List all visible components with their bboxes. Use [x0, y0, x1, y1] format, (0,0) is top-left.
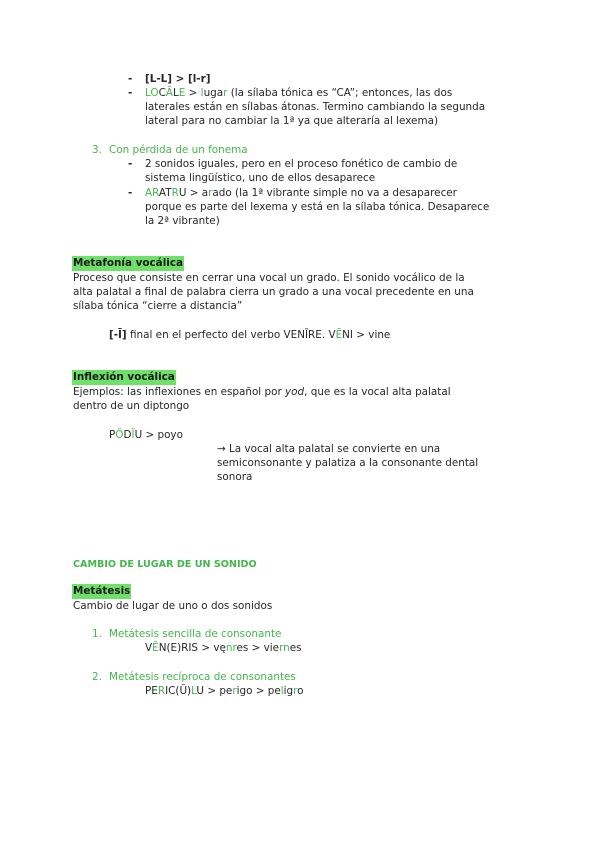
example-line: VĔN(E)RIS > vęnres > viernes: [145, 642, 302, 654]
paragraph-line: lateral para no cambiar la 1ª ya que alteraría al lexema): [145, 115, 438, 127]
paragraph-line: dentro de un diptongo: [73, 400, 190, 412]
paragraph-line: sílaba tónica “cierre a distancia”: [73, 300, 243, 312]
example-line: LOCĂLE > lugar (la sílaba tónica es “CA”; entonces, las dos: [145, 87, 453, 99]
example-line: PŎDĬU > poyo: [109, 429, 183, 441]
note-line: semiconsonante y palatiza a la consonante dental: [217, 457, 479, 469]
paragraph-line: Ejemplos: las inflexiones en español por yod, que es la vocal alta palatal: [73, 386, 451, 398]
example-line: ARATRU > arado (la 1ª vibrante simple no va a desaparecer: [145, 187, 457, 199]
paragraph-line: Cambio de lugar de uno o dos sonidos: [73, 600, 273, 612]
paragraph-line: porque es parte del lexema y está en la sílaba tónica. Desaparece: [145, 201, 490, 213]
section-heading: Metátesis: [73, 585, 131, 597]
paragraph-line: Proceso que consiste en cerrar una vocal un grado. El sonido vocálico de la: [73, 272, 465, 284]
list-number: 2.: [92, 671, 102, 683]
rule-text: [L-L] > [l-r]: [145, 73, 211, 85]
chapter-heading: CAMBIO DE LUGAR DE UN SONIDO: [73, 559, 257, 570]
list-title: Metátesis recíproca de consonantes: [109, 671, 296, 683]
paragraph-line: sistema lingüístico, uno de ellos desaparece: [145, 172, 376, 184]
note-line: → La vocal alta palatal se convierte en una: [217, 443, 441, 455]
paragraph-line: laterales están en sílabas átonas. Termino cambiando la segunda: [145, 101, 486, 113]
bullet: -: [128, 87, 133, 99]
section-heading: Metafonía vocálica: [73, 257, 183, 269]
list-number: 1.: [92, 628, 102, 640]
example-line: [-Ī] final en el perfecto del verbo VENĪRE. VĒNI > vine: [109, 329, 391, 341]
paragraph-line: alta palatal a final de palabra cierra un grado a una vocal precedente en una: [73, 286, 474, 298]
bullet: -: [128, 187, 133, 199]
bullet: -: [128, 73, 133, 85]
bullet: -: [128, 158, 133, 170]
section-heading: Inflexión vocálica: [73, 371, 175, 383]
list-title: Con pérdida de un fonema: [109, 144, 248, 156]
list-number: 3.: [92, 144, 102, 156]
paragraph-line: la 2ª vibrante): [145, 215, 220, 227]
note-line: sonora: [217, 471, 253, 483]
paragraph-line: 2 sonidos iguales, pero en el proceso fonético de cambio de: [145, 158, 458, 170]
list-title: Metátesis sencilla de consonante: [109, 628, 282, 640]
example-line: PERIC(Ŭ)LU > perigo > peligro: [145, 685, 304, 697]
